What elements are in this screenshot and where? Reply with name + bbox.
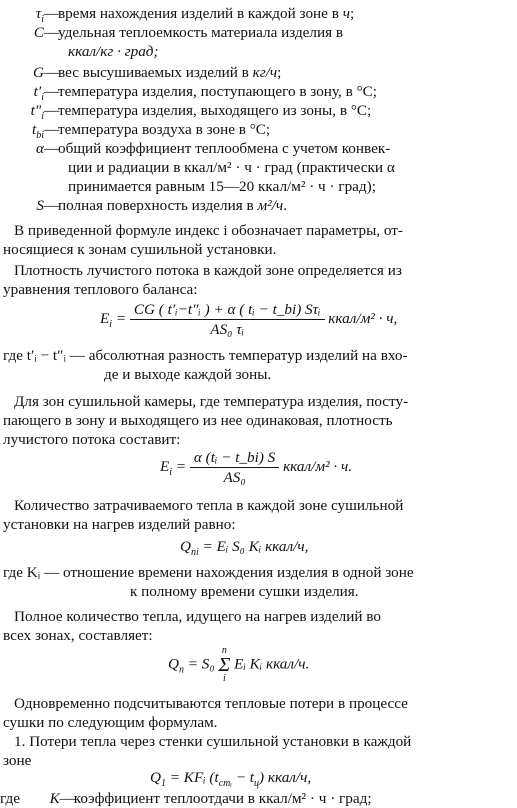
paragraph-heat-line2: установки на нагрев изделий равно:	[3, 516, 236, 533]
definition-c: C—удельная теплоемкость материала изделия в	[33, 24, 344, 41]
term-symbol: $\tau_i$	[35, 5, 44, 26]
paragraph-zones-line2: пающего в зону и выходящего из нее одинаковая, плотность	[3, 412, 393, 429]
paragraph-flux-line1: Плотность лучистого потока в каждой зоне определяется из	[14, 262, 402, 279]
summation-sign: n Σ i	[218, 645, 231, 684]
definition-g: G—вес высушиваемых изделий в кг/ч;	[33, 64, 282, 81]
paragraph-zones-line1: Для зон сушильной камеры, где температура изделия, посту-	[14, 393, 409, 410]
formula-radiant-flux-simple: $E_i$ = $\frac{\text{α (tᵢ − t\_bi) S}}{\text{AS₀}}$ ккал/м² · ч.	[160, 449, 353, 486]
paragraph-abs-diff-line1: где t′ᵢ − t″ᵢ — абсолютная разность температур изделий на вхо-	[3, 347, 408, 364]
definition-k-line1: где Kᵢ — отношение времени нахождения изделия в одной зоне	[3, 564, 414, 581]
paragraph-abs-diff-line2: де и выходе каждой зоны.	[104, 366, 272, 383]
paragraph-wall-loss-line2: зоне	[3, 752, 32, 769]
formula-total-heat: $Q_п = S_0$ n Σ i Eᵢ Kᵢ ккал/ч.	[168, 645, 310, 684]
definition-t-out: $t''_i—температура$ изделия, выходящего из зоны, в °C;	[30, 102, 372, 123]
paragraph-zones-line3: лучистого потока составит:	[3, 431, 181, 448]
paragraph-total-line1: Полное количество тепла, идущего на нагрев изделий во	[14, 608, 381, 625]
definition-s: S—полная поверхность изделия в м²/ч.	[36, 197, 287, 214]
paragraph-total-line2: всех зонах, составляет:	[3, 627, 153, 644]
definition-c-cont: ккал/кг · град;	[68, 43, 159, 60]
paragraph-flux-line2: уравнения теплового баланса:	[3, 281, 198, 298]
formula-radiant-flux: $E_i$ = $\frac{\text{CG ( t′ᵢ−t″ᵢ ) + α ( tᵢ − t\_bi) Sτᵢ}}{\text{AS₀ τᵢ}}$ ккал/м² · ч,	[100, 301, 398, 338]
formula-zone-heat: $Q_{ni}$ = Eᵢ S₀ Kᵢ ккал/ч,	[180, 538, 309, 559]
definition-alpha-cont2: принимается равным 15—20 ккал/м² · ч · град);	[68, 178, 376, 195]
paragraph-losses-line1: Одновременно подсчитываются тепловые потери в процессе	[14, 695, 408, 712]
definition-alpha-cont1: ции и радиации в ккал/м² · ч · град (практически α	[68, 159, 395, 176]
definition-t-in: $t'_i—температура$ изделия, поступающего в зону, в °C;	[33, 83, 377, 104]
paragraph-heat-line1: Количество затрачиваемого тепла в каждой зоне сушильной	[14, 497, 404, 514]
paragraph-index-line1: В приведенной формуле индекс i обозначает параметры, от-	[14, 222, 403, 239]
formula-wall-loss: $Q_1$ = KFᵢ $(t_{стᵢ} - t_ц)$ ккал/ч,	[150, 769, 312, 790]
paragraph-wall-loss-line1: 1. Потери тепла через стенки сушильной установки в каждой	[14, 733, 412, 750]
definition-tau: $\tau_i—время$ нахождения изделий в каждой зоне в ч;	[0, 4, 354, 29]
definition-t-air: $t_{bi}—температура$ воздуха в зоне в °C;	[31, 121, 271, 142]
definition-alpha: α—общий коэффициент теплообмена с учетом конвек-	[36, 140, 391, 157]
paragraph-index-line2: носящиеся к зонам сушильной установки.	[3, 241, 277, 258]
formula-fraction: $\frac{\text{CG ( t′ᵢ−t″ᵢ ) + α ( tᵢ − t\_bi) Sτᵢ}}{\text{AS₀ τᵢ}}$	[130, 300, 325, 339]
paragraph-losses-line2: сушки по следующим формулам.	[3, 714, 218, 731]
definition-k-coef: где K—коэффициент теплоотдачи в ккал/м² · ч · град;	[0, 790, 372, 807]
definition-k-line2: к полному времени сушки изделия.	[130, 583, 359, 600]
